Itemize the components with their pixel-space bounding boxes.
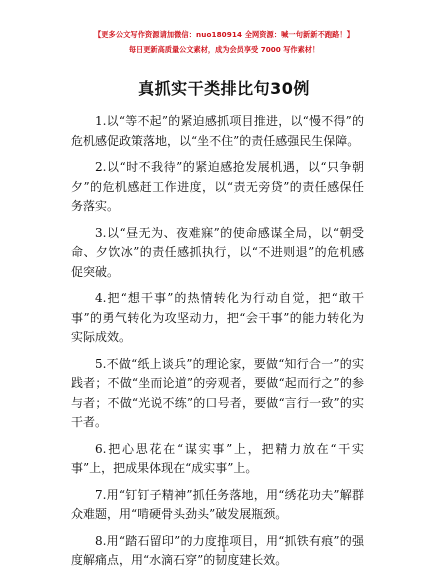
- promo-banner-line-2: 每日更新高质量公文素材，成为会员享受 7000 写作素材！: [128, 45, 320, 54]
- paragraph-7: 7.用“钉钉子精神”抓任务落地，用“绣花功夫”解群众难题，用“啃硬骨头劲头”破发展瓶颈。: [71, 487, 364, 521]
- page-number: 1: [221, 545, 227, 554]
- promo-banner-line-1: 【更多公文写作资源请加微信：nuo180914 全网资源：喊一句新新不跑路！】: [93, 30, 355, 39]
- document-body: [71, 112, 364, 578]
- document-title: 真抓实干类排比句30例: [138, 79, 310, 98]
- paragraph-2: 2.以“时不我待”的紧迫感抢发展机遇，以“只争朝夕”的危机感赶工作进度，以“责无旁贷”的责任感保任务落实。: [71, 160, 364, 213]
- paragraph-4: 4.把“想干事”的热情转化为行动自觉，把“敢干事”的勇气转化为攻坚动力，把“会干事”的能力转化为实际成效。: [71, 291, 364, 344]
- paragraph-8: 8.用“踏石留印”的力度推项目，用“抓铁有痕”的强度解痛点，用“水滴石穿”的韧度建长效。: [71, 533, 364, 567]
- paragraph-5: 5.不做“纸上谈兵”的理论家，要做“知行合一”的实践者；不做“坐而论道”的旁观者，要做“起而行之”的参与者；不做“光说不练”的口号者，要做“言行一致”的实干者。: [71, 356, 364, 429]
- paragraph-6: 6.把心思花在“谋实事”上，把精力放在“干实事”上，把成果体现在“成实事”上。: [71, 441, 364, 475]
- paragraph-3: 3.以“昼无为、夜难寐”的使命感谋全局，以“朝受命、夕饮冰”的责任感抓执行，以“不进则退”的危机感促突破。: [71, 225, 364, 279]
- paragraph-1: 1.以“等不起”的紧迫感抓项目推进，以“慢不得”的危机感促政策落地，以“坐不住”的责任感强民生保障。: [71, 114, 364, 148]
